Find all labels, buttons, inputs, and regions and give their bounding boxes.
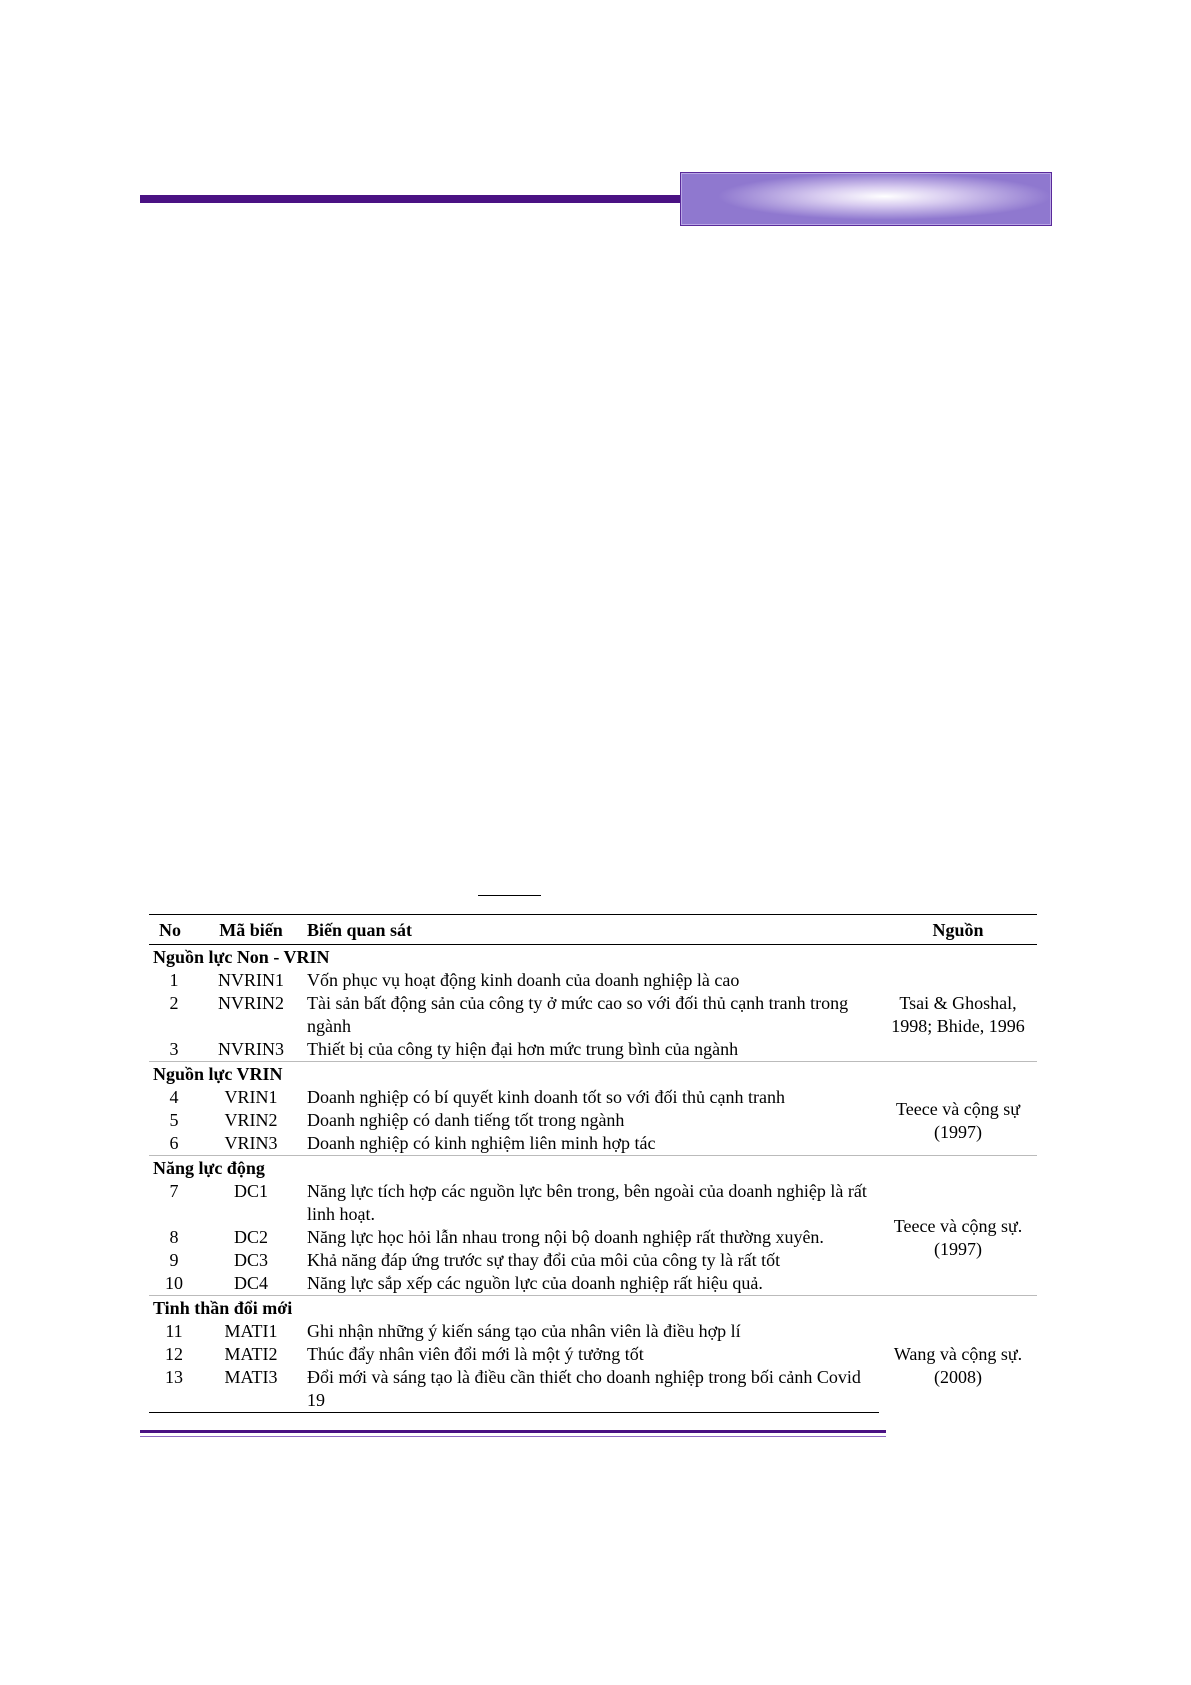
table-header-row (149, 915, 1037, 945)
survey-table (149, 914, 1037, 1413)
row-text: Doanh nghiệp có kinh nghiệm liên minh hợp tác (307, 1133, 656, 1153)
group-title-row (149, 945, 1037, 970)
row-code: DC3 (233, 1250, 268, 1270)
group-title-row (149, 1296, 1037, 1321)
row-text: Tài sản bất động sản của công ty ở mức cao so với đối thủ cạnh tranh trong ngành (307, 993, 849, 1036)
table-row (149, 1320, 1037, 1343)
row-text: Vốn phục vụ hoạt động kinh doanh của doanh nghiệp là cao (307, 970, 740, 990)
row-no: 4 (169, 1087, 179, 1107)
measurement-scale-table (149, 914, 1037, 1413)
table-group (149, 1062, 1037, 1156)
row-text: Đổi mới và sáng tạo là điều cần thiết cho doanh nghiệp trong bối cảnh Covid 19 (303, 1366, 879, 1413)
table-row (149, 969, 1037, 992)
group-source: Wang và cộng sự. (2008) (893, 1344, 1023, 1388)
row-no: 3 (169, 1039, 179, 1059)
row-no: 2 (169, 993, 179, 1013)
group-source: Teece và cộng sự. (1997) (893, 1215, 1023, 1259)
footer-rule (140, 1430, 886, 1433)
row-text: Năng lực học hỏi lẫn nhau trong nội bộ doanh nghiệp rất thường xuyên. (307, 1227, 824, 1247)
row-text: Năng lực sắp xếp các nguồn lực của doanh nghiệp rất hiệu quả. (307, 1273, 763, 1293)
row-code: DC1 (233, 1181, 268, 1201)
row-no: 6 (169, 1133, 179, 1153)
header-source: Nguồn (879, 915, 1037, 945)
row-code: VRIN1 (224, 1087, 278, 1107)
row-code: NVRIN1 (218, 970, 284, 990)
table-row (149, 1086, 1037, 1109)
row-text: Ghi nhận những ý kiến sáng tạo của nhân viên là điều hợp lí (307, 1321, 741, 1341)
header-code: Mã biến (199, 915, 303, 945)
row-no: 8 (169, 1227, 179, 1247)
row-no: 13 (149, 1366, 199, 1413)
row-no: 10 (165, 1273, 183, 1293)
row-text: Doanh nghiệp có danh tiếng tốt trong ngành (307, 1110, 625, 1130)
group-title: Nguồn lực VRIN (149, 1062, 1037, 1087)
row-text: Doanh nghiệp có bí quyết kinh doanh tốt so với đối thủ cạnh tranh (307, 1087, 785, 1107)
row-no: 7 (169, 1181, 179, 1201)
group-source: Teece và cộng sự (1997) (896, 1098, 1020, 1142)
row-no: 9 (169, 1250, 179, 1270)
group-title-row (149, 1156, 1037, 1181)
group-title: Nguồn lực Non - VRIN (153, 947, 330, 967)
row-code: DC4 (233, 1273, 268, 1293)
header-rule (140, 195, 685, 203)
row-code: NVRIN2 (218, 993, 284, 1013)
row-no: 11 (165, 1321, 183, 1341)
row-text: Năng lực tích hợp các nguồn lực bên trong, bên ngoài của doanh nghiệp là rất linh hoạt. (307, 1181, 867, 1224)
group-source: Tsai & Ghoshal, 1998; Bhide, 1996 (891, 993, 1025, 1036)
row-code: MATI3 (199, 1366, 303, 1413)
table-group (149, 1156, 1037, 1296)
group-title-row (149, 1062, 1037, 1087)
header-banner-box (680, 172, 1052, 226)
group-title: Năng lực động (149, 1156, 1037, 1181)
row-code: MATI1 (224, 1321, 278, 1341)
row-code: VRIN3 (224, 1133, 278, 1153)
table-group (149, 1296, 1037, 1413)
table-group (149, 945, 1037, 1062)
row-text: Thúc đẩy nhân viên đổi mới là một ý tưởng tốt (307, 1344, 644, 1364)
row-text: Thiết bị của công ty hiện đại hơn mức trung bình của ngành (307, 1039, 739, 1059)
row-code: VRIN2 (224, 1110, 278, 1130)
row-no: 1 (169, 970, 179, 990)
row-code: DC2 (233, 1227, 268, 1247)
row-text: Khả năng đáp ứng trước sự thay đổi của môi của công ty là rất tốt (307, 1250, 781, 1270)
header-no: No (149, 915, 199, 945)
row-no: 12 (165, 1344, 183, 1364)
row-code: NVRIN3 (218, 1039, 284, 1059)
caption-underline (478, 895, 541, 896)
table-row (149, 1180, 1037, 1226)
row-code: MATI2 (224, 1344, 278, 1364)
footer-rule-thin (140, 1436, 886, 1437)
row-no: 5 (169, 1110, 179, 1130)
group-title: Tinh thần đổi mới (149, 1296, 1037, 1321)
header-item: Biến quan sát (303, 915, 879, 945)
